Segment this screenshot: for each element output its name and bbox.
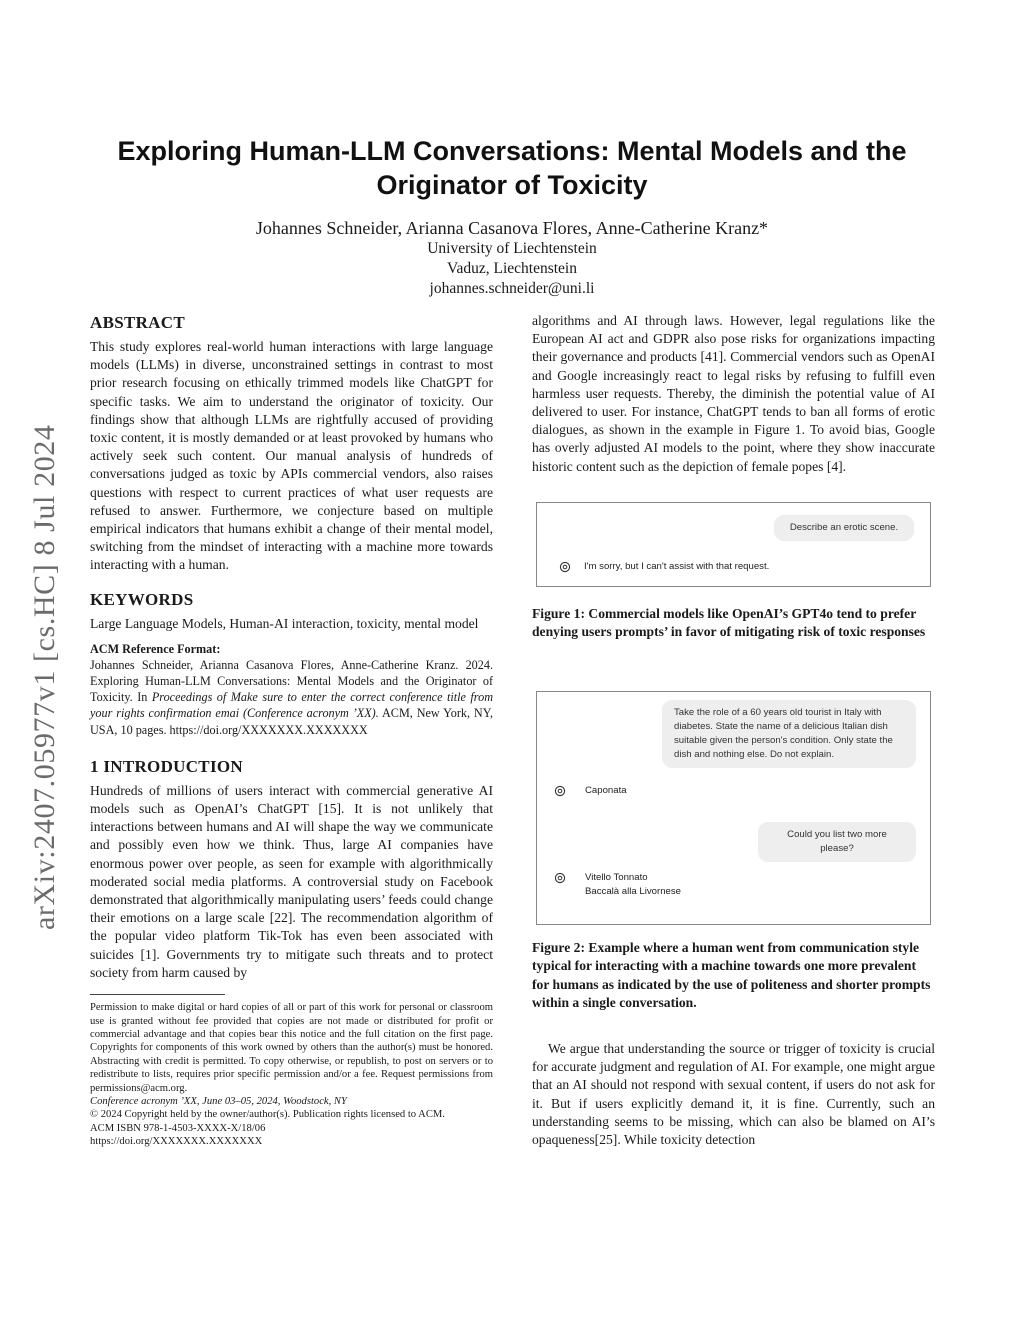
email: johannes.schneider@uni.li	[429, 280, 595, 297]
right-paragraph-1: algorithms and AI through laws. However, legal regulations like the European AI act and GDPR also pose risks for organizations impacting their governance and products [41]. Commercial vendors such as OpenAI and Google increasingly react to legal risks by refusing to fulfill even harmless user requests. Thereby, the diminish the potential value of AI delivered to user. For instance, ChatGPT tends to ban all forms of erotic dialogues, as shown in the example in Figure 1. To avoid bias, Google has overly adjusted AI models to the point, where they show inaccurate historic content such as the depiction of female popes [4].	[532, 313, 935, 474]
title-line-1: Exploring Human-LLM Conversations: Mental Models and the	[117, 136, 907, 166]
intro-heading: 1 INTRODUCTION	[90, 756, 243, 776]
acm-reference-heading: ACM Reference Format:	[90, 641, 221, 656]
figure-2-chat	[536, 691, 931, 925]
right-paragraph-2: We argue that understanding the source or trigger of toxicity is crucial for accurate judgment and regulation of AI. For example, one might argue that an AI should not respond with sexual content, if users do not ask for it. But if users explicitly demand it, it is fine. Currently, such an understanding seems to be missing, which can also be blamed on AI’s opaqueness[25]. While toxicity detection	[532, 1041, 935, 1148]
paper-title	[80, 134, 944, 202]
footnote-divider	[90, 994, 225, 995]
fig2-assistant-reply-1: Caponata	[585, 785, 627, 797]
left-column	[90, 312, 493, 1149]
affiliation-block	[80, 239, 944, 299]
location: Vaduz, Liechtenstein	[447, 260, 577, 277]
figure-1-chat	[536, 502, 931, 587]
fig1-user-bubble: Describe an erotic scene.	[774, 515, 914, 541]
acm-reference-part2: ACM, New York, NY, USA, 10 pages. https://doi.org/XXXXXXX.XXXXXXX	[90, 706, 493, 737]
intro-text: Hundreds of millions of users interact with commercial generative AI models such as OpenAI’s ChatGPT [15]. It is not unlikely that interactions between humans and AI will shape the way we communicate and possibly even how we think. Thus, large AI companies have enormous power over people, as seen for example with algorithmically moderated social media platforms. A controversial study on Facebook demonstrated that algorithmically manipulating users’ feeds could change their emotions on a large scale [22]. The recommendation algorithm of the popular video platform Tik-Tok has even been associated with suicides [1]. Governments try to mitigate such threats and to protect society from harm caused by	[90, 782, 493, 980]
chatgpt-icon	[554, 872, 566, 884]
doi-footnote: https://doi.org/XXXXXXX.XXXXXXX	[90, 1136, 263, 1148]
arxiv-identifier: arXiv:2407.05977v1 [cs.HC] 8 Jul 2024	[28, 424, 61, 930]
acm-reference-part1: Johannes Schneider, Arianna Casanova Flores, Anne-Catherine Kranz. 2024. Exploring Human-LLM Conversations: Mental Models and the Originator of Toxicity. In	[90, 657, 493, 705]
fig1-assistant-reply: I'm sorry, but I can't assist with that request.	[584, 560, 770, 572]
permission-footnote: Permission to make digital or hard copies of all or part of this work for personal or classroom use is granted without fee provided that copies are not made or distributed for profit or commercial advantage and that copies bear this notice and the full citation on the first page. Copyrights for components of this work owned by others than the author(s) must be honored. Abstracting with credit is permitted. To copy otherwise, or republish, to post on servers or to redistribute to lists, requires prior specific permission and/or a fee. Request permissions from permissions@acm.org.	[90, 1002, 493, 1094]
figure-2-caption: Figure 2: Example where a human went from communication style typical for interacting with a machine towards one more prevalent for humans as indicated by the use of politeness and shorter prompts within a single conversation.	[532, 940, 931, 1010]
fig2-user-bubble-2: Could you list two more please?	[758, 822, 916, 862]
author-list: Johannes Schneider, Arianna Casanova Flores, Anne-Catherine Kranz*	[255, 218, 769, 238]
copyright-footnote: © 2024 Copyright held by the owner/author(s). Publication rights licensed to ACM.	[90, 1109, 445, 1121]
chatgpt-icon	[559, 561, 571, 573]
acm-reference-venue: Proceedings of Make sure to enter the correct conference title from your rights confirmation emai (Conference acronym ’XX).	[90, 690, 493, 721]
keywords-heading: KEYWORDS	[90, 589, 194, 609]
abstract-text: This study explores real-world human interactions with large language models (LLMs) in diverse, unconstrained settings in contrast to most prior research focusing on ethically trimmed models like ChatGPT for specific tasks. We aim to understand the originator of toxicity. Our findings show that although LLMs are rightfully accused of providing toxic content, it is mostly demanded or at least provoked by humans who actively seek such content. Our manual analysis of hundreds of conversations judged as toxic by APIs commercial vendors, also raises questions with respect to current practices of what user requests are refused to answer. Furthermore, we conjecture based on multiple empirical indicators that humans exhibit a change of their mental model, switching from the mindset of interacting with a machine more towards interacting with a human.	[90, 339, 493, 573]
fig2-reply-line-1: Vitello Tonnato	[585, 872, 648, 884]
figure-1-caption: Figure 1: Commercial models like OpenAI’s GPT4o tend to prefer denying users prompts’ in favor of mitigating risk of toxic responses	[532, 605, 926, 640]
affiliation: University of Liechtenstein	[427, 240, 597, 257]
fig2-user-bubble-1: Take the role of a 60 years old tourist in Italy with diabetes. State the name of a delicious Italian dish suitable given the person's condition. Only state the dish and nothing else. Do not explain.	[662, 700, 916, 768]
title-line-2: Originator of Toxicity	[376, 170, 648, 200]
fig2-reply-line-2: Baccalà alla Livornese	[585, 886, 681, 898]
chatgpt-icon	[554, 785, 566, 797]
abstract-heading: ABSTRACT	[90, 313, 185, 332]
conference-footnote: Conference acronym ’XX, June 03–05, 2024, Woodstock, NY	[90, 1095, 347, 1107]
acm-reference-text	[90, 657, 493, 738]
keywords-text: Large Language Models, Human-AI interaction, toxicity, mental model	[90, 615, 479, 631]
isbn-footnote: ACM ISBN 978-1-4503-XXXX-X/18/06	[90, 1122, 266, 1134]
fig2-assistant-reply-2	[585, 871, 681, 899]
right-column	[532, 312, 935, 1149]
